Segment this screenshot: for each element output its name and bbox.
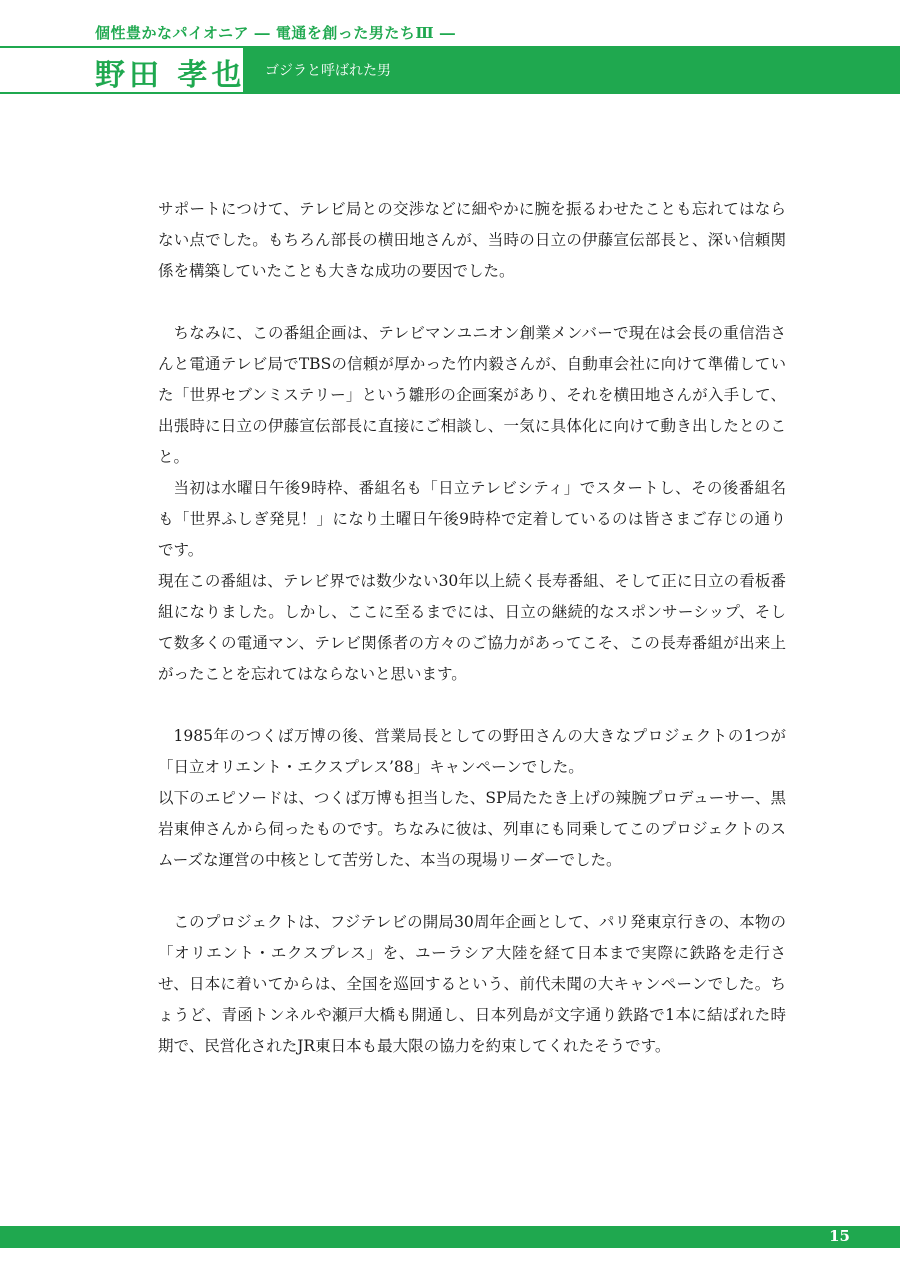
chapter-subtitle: ゴジラと呼ばれた男 <box>265 63 391 79</box>
paragraph: このプロジェクトは、フジテレビの開局30周年企画として、パリ発東京行きの、本物の「オリエント・エクスプレス」を、ユーラシア大陸を経て日本まで実際に鉄路を走行させ、日本に着いてからは、全国を巡回するという、前代未聞の大キャンペーンでした。ちょうど、青函トンネルや瀬戸大橋も開通し、日本列島が文字通り鉄路で1本に結ばれた時期で、民営化されたJR東日本も最大限の協力を約束してくれたそうです。 <box>158 913 786 1055</box>
paragraph: 1985年のつくば万博の後、営業局長としての野田さんの大きなプロジェクトの1つが「日立オリエント・エクスプレス’88」キャンペーンでした。 <box>158 727 786 776</box>
paragraph: ちなみに、この番組企画は、テレビマンユニオン創業メンバーで現在は会長の重信浩さんと電通テレビ局でTBSの信頼が厚かった竹内毅さんが、自動車会社に向けて準備していた「世界セブンミステリー」という雛形の企画案があり、それを横田地さんが入手して、出張時に日立の伊藤宣伝部長に直接にご相談し、一気に具体化に向けて動き出したとのこと。 <box>158 324 786 466</box>
person-name: 野田 孝也 <box>95 58 246 93</box>
paragraph: サポートにつけて、テレビ局との交渉などに細やかに腕を振るわせたことも忘れてはならない点でした。もちろん部長の横田地さんが、当時の日立の伊藤宣伝部長と、深い信頼関係を構築していたことも大きな成功の要因でした。 <box>158 200 786 280</box>
page-number: 15 <box>829 1227 850 1245</box>
series-title: 個性豊かなパイオニア ― 電通を創った男たちⅢ ― <box>95 24 456 42</box>
paragraph: 当初は水曜日午後9時枠、番組名も「日立テレビシティ」でスタートし、その後番組名も「世界ふしぎ発見！」になり土曜日午後9時枠で定着しているのは皆さまご存じの通りです。 <box>158 479 786 559</box>
footer-band <box>0 1226 900 1248</box>
paragraph: 現在この番組は、テレビ界では数少ない30年以上続く長寿番組、そして正に日立の看板番組になりました。しかし、ここに至るまでには、日立の継続的なスポンサーシップ、そして数多くの電通マン、テレビ関係者の方々のご協力があってこそ、この長寿番組が出来上がったことを忘れてはならないと思います。 <box>158 572 786 683</box>
paragraph: 以下のエピソードは、つくば万博も担当した、SP局たたき上げの辣腕プロデューサー、黒岩東伸さんから伺ったものです。ちなみに彼は、列車にも同乗してこのプロジェクトのスムーズな運営の中核として苦労した、本当の現場リーダーでした。 <box>158 789 786 869</box>
article-body <box>158 194 786 1062</box>
